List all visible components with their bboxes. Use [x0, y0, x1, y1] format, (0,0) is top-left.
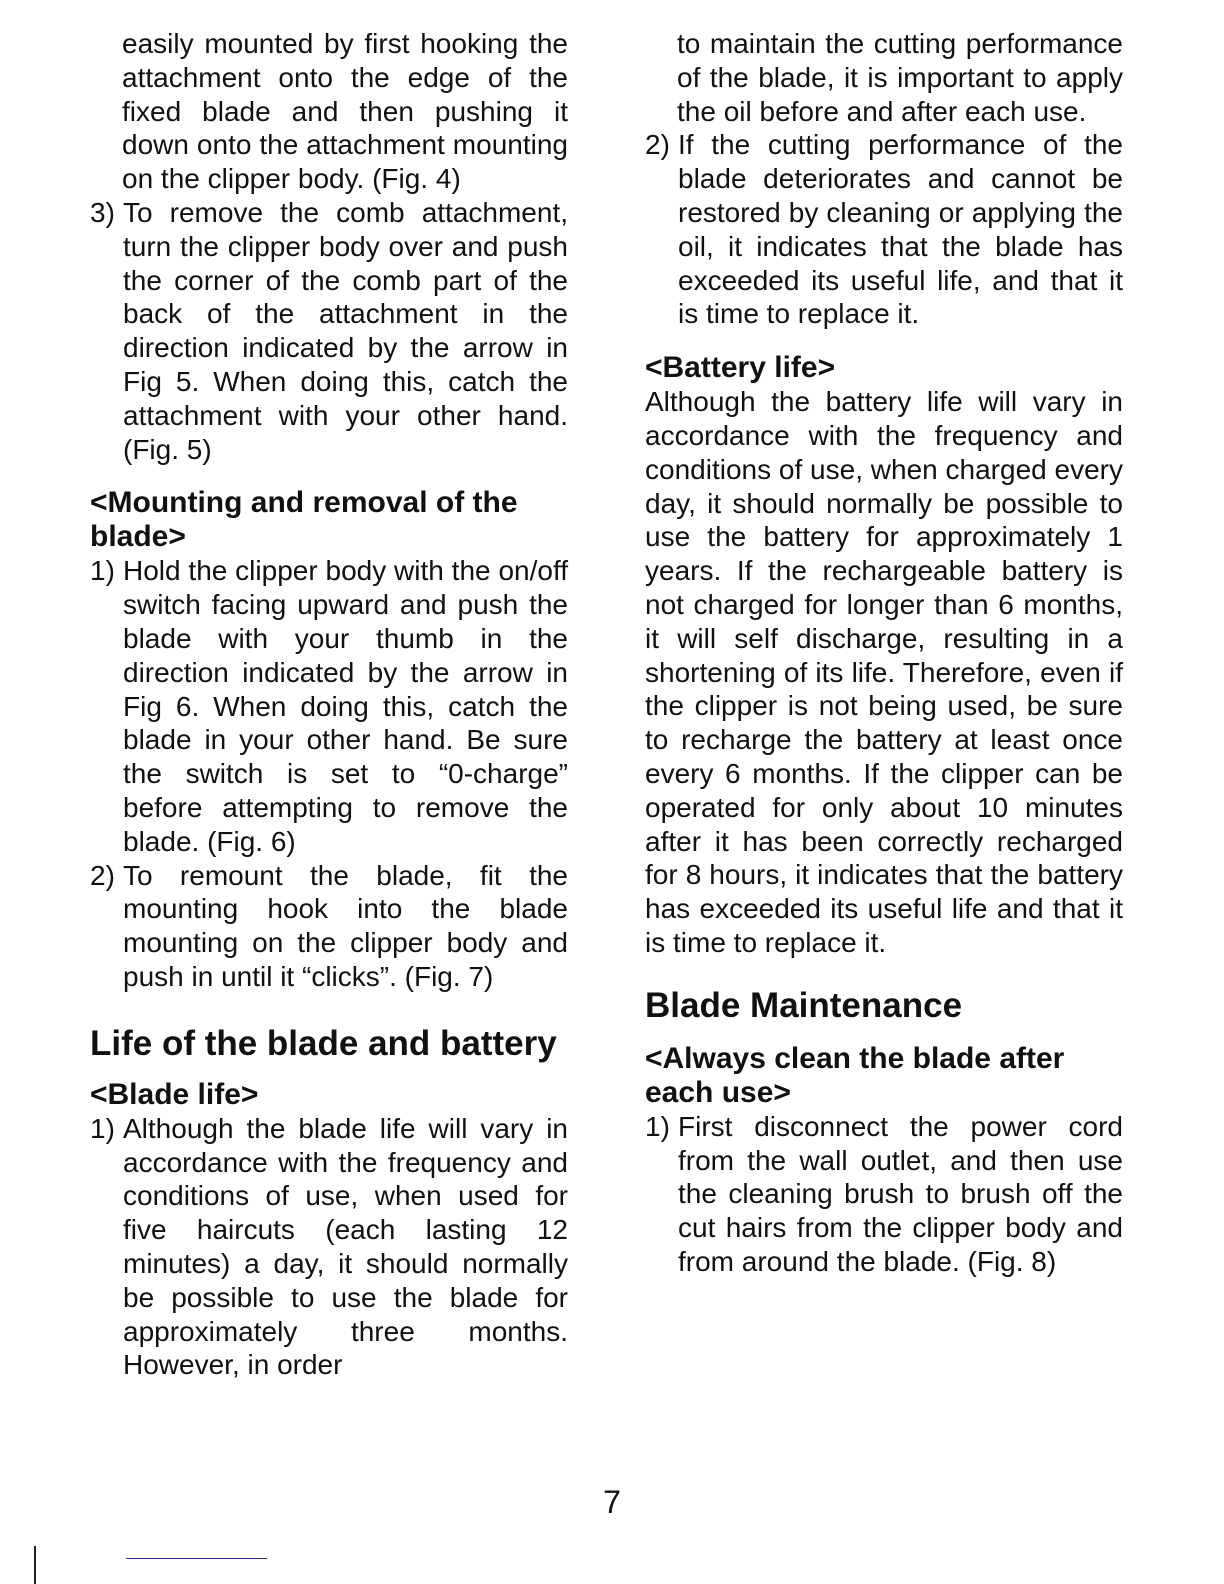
step-number: 2) — [90, 859, 115, 891]
blade-life-heading: <Blade life> — [90, 1077, 259, 1111]
step-number: 1) — [90, 1112, 115, 1144]
footer-rule — [126, 1558, 267, 1559]
continued-paragraph: easily mounted by first hooking the attachment onto the edge of the fixed blade and then pushing it down onto the attachment mounting on the clipper body. (Fig. 4) — [122, 28, 568, 195]
step-number: 3) — [90, 196, 115, 228]
right-column — [645, 27, 1123, 1279]
blade-replace-step — [645, 128, 1123, 331]
life-section-heading: Life of the blade and battery — [90, 1023, 557, 1063]
clean-blade-heading: <Always clean the blade after each use> — [645, 1041, 1065, 1109]
step-number: 1) — [645, 1110, 670, 1142]
step-text: To remount the blade, fit the mounting hook into the blade mounting on the clipper body and push in until it “clicks”. (Fig. 7) — [123, 859, 568, 992]
comb-removal-step — [90, 196, 568, 466]
step-number: 1) — [90, 555, 115, 587]
step-number: 2) — [645, 129, 670, 161]
blade-maintenance-heading: Blade Maintenance — [645, 985, 963, 1025]
page-number: 7 — [603, 1484, 621, 1520]
margin-mark — [34, 1546, 36, 1584]
battery-life-heading: <Battery life> — [645, 351, 836, 385]
left-column — [90, 27, 568, 1382]
step-text: First disconnect the power cord from the wall outlet, and then use the cleaning brush to brush off the cut hairs from the clipper body and from around the blade. (Fig. 8) — [678, 1110, 1123, 1277]
step-text: Although the blade life will vary in accordance with the frequency and conditions of use, when used for five haircuts (each lasting 12 minutes) a day, it should normally be possible to use the blade for approximately three months. However, in order — [123, 1112, 568, 1381]
blade-removal-step — [90, 554, 568, 858]
step-text: If the cutting performance of the blade deteriorates and cannot be restored by cleaning or applying the oil, it indicates that the blade has exceeded its useful life, and that it is time to replace it. — [678, 129, 1123, 330]
continued-paragraph: to maintain the cutting performance of the blade, it is important to apply the oil before and after each use. — [677, 28, 1123, 127]
cleaning-step — [645, 1110, 1123, 1279]
blade-life-step — [90, 1112, 568, 1382]
step-text: To remove the comb attachment, turn the clipper body over and push the corner of the comb part of the back of the attachment in the direction indicated by the arrow in Fig 5. When doing this, catch the attachment with your other hand. (Fig. 5) — [123, 196, 568, 465]
battery-life-paragraph: Although the battery life will vary in accordance with the frequency and conditions of use, when charged every day, it should normally be possible to use the battery for approximately 1 years. If the rechargeable battery is not charged for longer than 6 months, it will self discharge, resulting in a shortening of its life. Therefore, even if the clipper is not being used, be sure to recharge the battery at least once every 6 months. If the clipper can be operated for only about 10 minutes after it has been correctly recharged for 8 hours, it indicates that the battery has exceeded its useful life and that it is time to replace it. — [645, 386, 1123, 958]
mounting-removal-heading: <Mounting and removal of the blade> — [90, 486, 518, 554]
blade-remount-step — [90, 859, 568, 994]
step-text: Hold the clipper body with the on/off switch facing upward and push the blade with your thumb in the direction indicated by the arrow in Fig 6. When doing this, catch the blade in your other hand. Be sure the switch is set to “0-charge” before attempting to remove the blade. (Fig. 6) — [123, 555, 568, 857]
